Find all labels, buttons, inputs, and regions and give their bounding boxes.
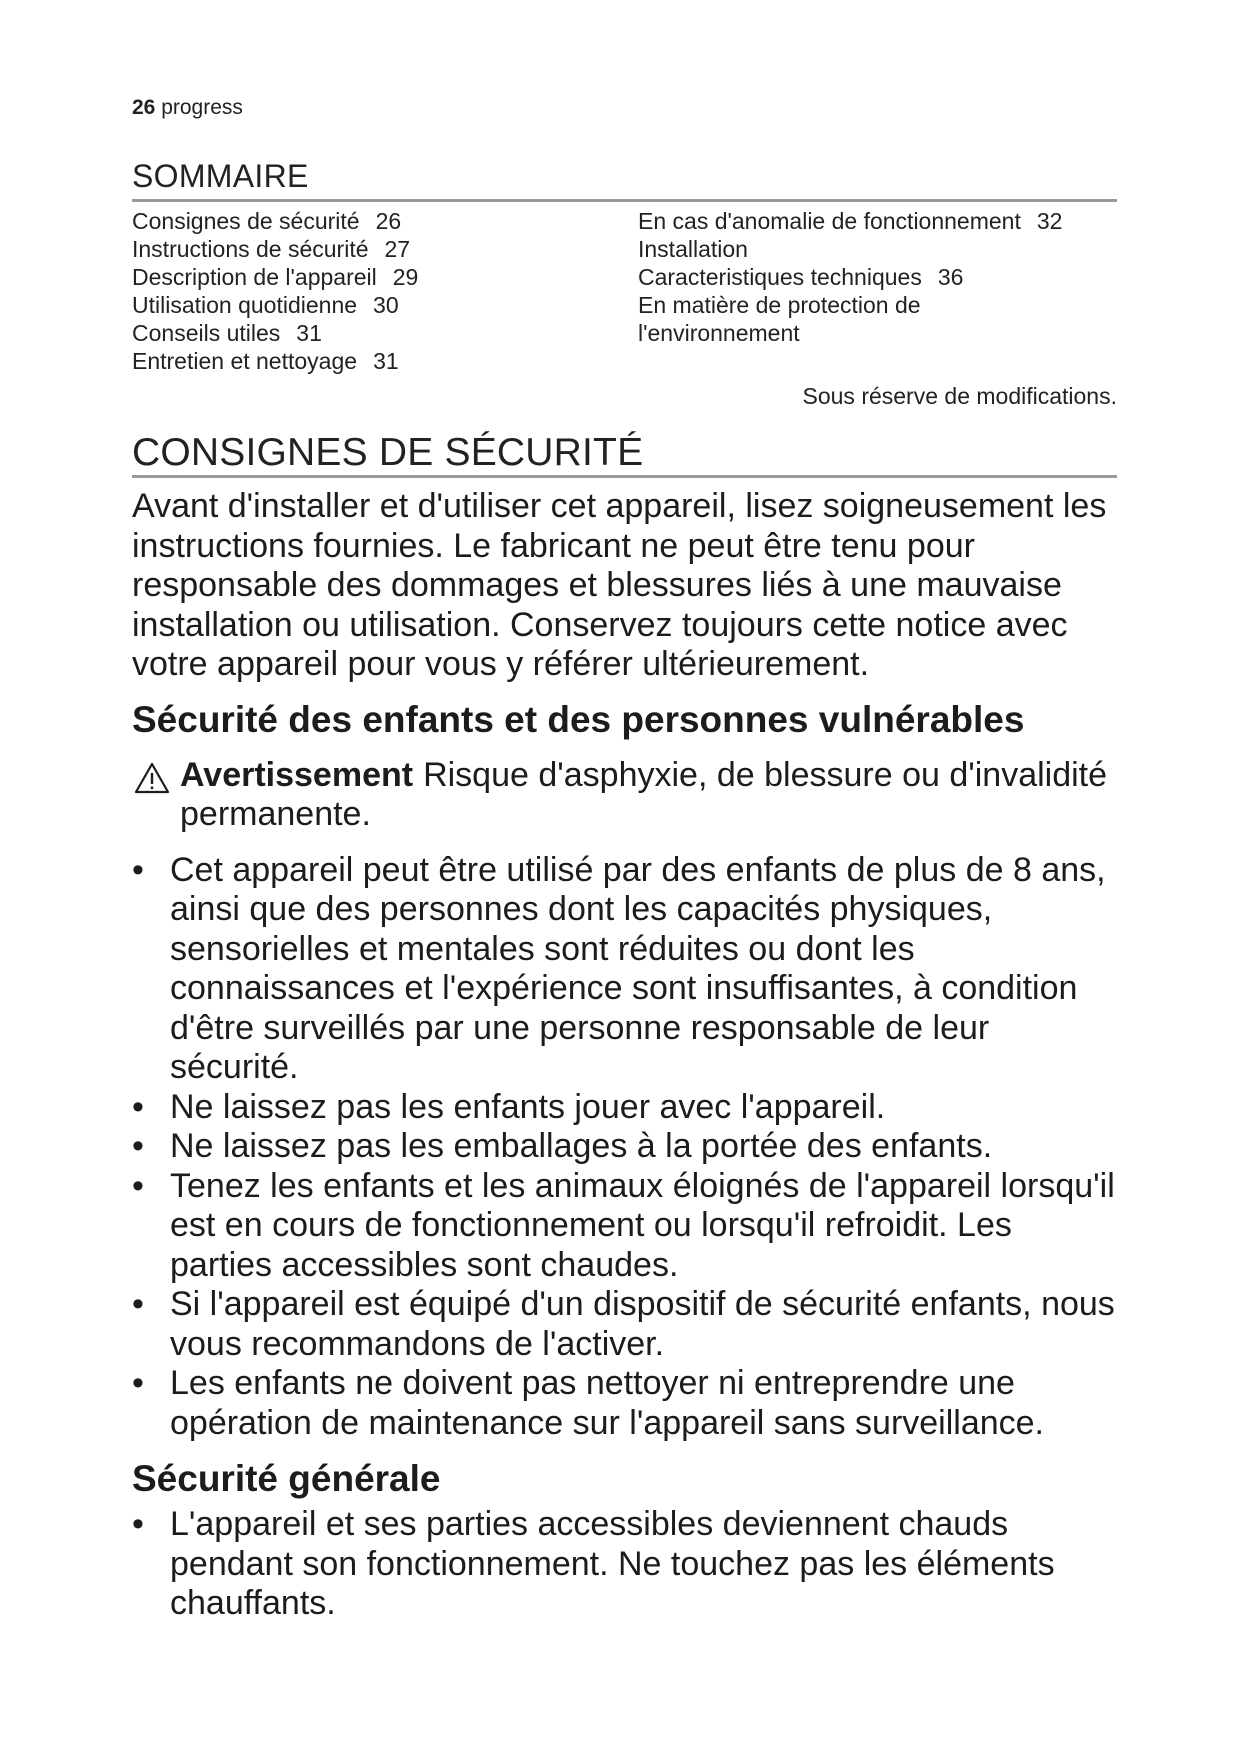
section-title: CONSIGNES DE SÉCURITÉ — [132, 431, 644, 474]
toc-entry[interactable] — [132, 319, 418, 347]
warning-label: Avertissement — [180, 755, 414, 794]
general-safety-list — [132, 1505, 1117, 1624]
list-item: • Cet appareil peut être utilisé par des enfants de plus de 8 ans, ainsi que des personnes dont les capacités physiques, sensorielles et mentales sont réduites ou dont les connaissances et l'expérience sont insuffisantes, à condition d'être surveillés par une personne responsable de leur sécurité. — [132, 851, 1117, 1088]
toc-entry-label: Utilisation quotidienne — [132, 292, 358, 318]
list-item: • Tenez les enfants et les animaux éloignés de l'appareil lorsqu'il est en cours de fonctionnement ou lorsqu'il refroidit. Les parties accessibles sont chaudes. — [132, 1167, 1117, 1286]
page-number: 26 — [132, 96, 156, 119]
toc-entry[interactable] — [132, 235, 418, 263]
warning-triangle-icon — [134, 762, 170, 794]
toc-right-column — [638, 207, 1062, 347]
list-item: • Les enfants ne doivent pas nettoyer ni entreprendre une opération de maintenance sur l'appareil sans surveillance. — [132, 1364, 1117, 1443]
child-safety-list — [132, 851, 1117, 1444]
toc-entry-label: l'environnement — [638, 320, 800, 346]
brand-name: progress — [161, 96, 243, 119]
toc-entry-page: 30 — [373, 292, 399, 318]
toc-entry-label: Instructions de sécurité — [132, 236, 369, 262]
page-header — [132, 96, 243, 120]
toc-entry-continued[interactable] — [638, 319, 1062, 347]
toc-entry[interactable] — [132, 207, 418, 235]
toc-entry-label: Conseils utiles — [132, 320, 281, 346]
toc-entry-page: 31 — [373, 348, 399, 374]
list-item: • Ne laissez pas les enfants jouer avec l'appareil. — [132, 1088, 1117, 1128]
toc-entry-label: Consignes de sécurité — [132, 208, 360, 234]
toc-entry[interactable] — [132, 347, 418, 375]
toc-entry-label: Caracteristiques techniques — [638, 264, 922, 290]
toc-title: SOMMAIRE — [132, 158, 309, 194]
toc-entry-label: Description de l'appareil — [132, 264, 377, 290]
list-item: • L'appareil et ses parties accessibles deviennent chauds pendant son fonctionnement. Ne touchez pas les éléments chauffants. — [132, 1505, 1117, 1624]
toc-entry[interactable] — [132, 263, 418, 291]
toc-left-column — [132, 207, 418, 375]
modification-notice: Sous réserve de modifications. — [802, 383, 1117, 409]
toc-entry-label: En matière de protection de — [638, 292, 921, 318]
list-item: • Ne laissez pas les emballages à la portée des enfants. — [132, 1127, 1117, 1167]
child-safety-heading: Sécurité des enfants et des personnes vulnérables — [132, 698, 1025, 740]
toc-entry[interactable] — [638, 235, 1062, 263]
toc-entry-page: 31 — [296, 320, 322, 346]
toc-entry[interactable] — [132, 291, 418, 319]
toc-entry[interactable] — [638, 263, 1062, 291]
toc-rule — [132, 199, 1117, 202]
toc-entry-page: 27 — [384, 236, 411, 262]
toc-entry-page: 26 — [375, 208, 402, 234]
toc-entry-label: Entretien et nettoyage — [132, 348, 358, 374]
toc-entry-page: 36 — [937, 264, 964, 290]
general-safety-heading: Sécurité générale — [132, 1458, 441, 1499]
intro-paragraph: Avant d'installer et d'utiliser cet appareil, lisez soigneusement les instructions fournies. Le fabricant ne peut être tenu pour responsable des dommages et blessures liés à une mauvaise installation ou utilisation. Conservez toujours cette notice avec votre appareil pour vous y référer ultérieurement. — [132, 487, 1107, 683]
toc-entry-page: 32 — [1036, 208, 1063, 234]
section-body — [132, 487, 1117, 1624]
toc-entry-label: En cas d'anomalie de fonctionnement — [638, 208, 1021, 234]
toc-entry-label: Installation — [638, 236, 748, 262]
warning-text: Risque d'asphyxie, de blessure ou d'invalidité permanente. — [180, 755, 1108, 833]
warning-notice — [132, 756, 1117, 835]
section-rule — [132, 475, 1117, 478]
toc-entry-page: 29 — [392, 264, 419, 290]
list-item: • Si l'appareil est équipé d'un dispositif de sécurité enfants, nous vous recommandons de l'activer. — [132, 1285, 1117, 1364]
toc-entry[interactable] — [638, 291, 1062, 319]
toc-entry[interactable] — [638, 207, 1062, 235]
